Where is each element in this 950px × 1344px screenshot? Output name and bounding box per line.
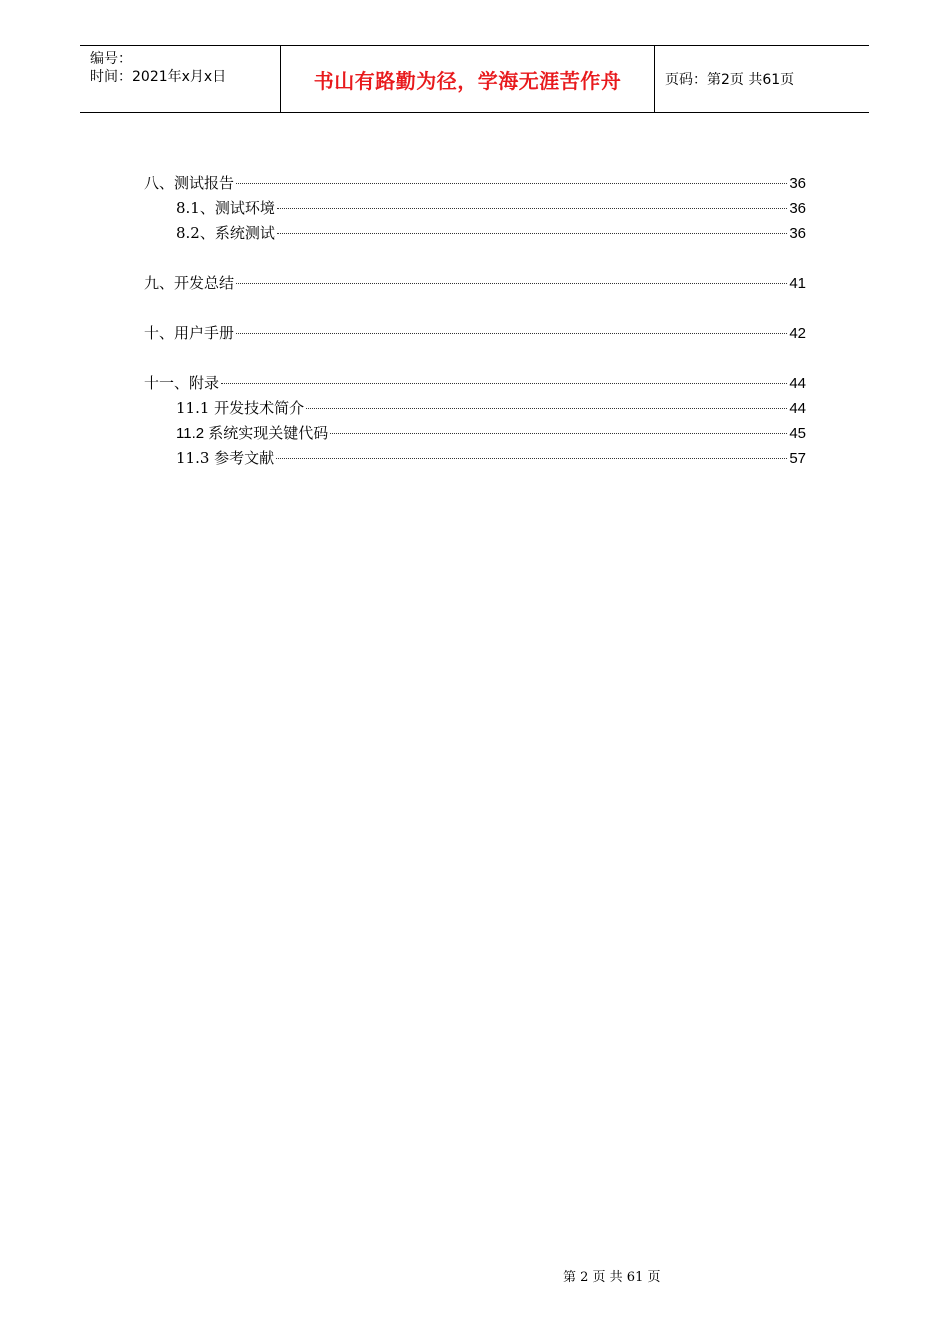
document-time-label: 时间：2021年x月x日 (90, 69, 227, 85)
header-motto: 书山有路勤为径，学海无涯苦作舟 (313, 68, 622, 93)
toc-entry-page: 57 (789, 450, 806, 467)
toc-entry-label: 11.1 开发技术简介 (176, 399, 305, 417)
toc-entry-label: 十一、附录 (144, 374, 220, 392)
toc-entry-label: 11.3 参考文献 (176, 449, 275, 467)
header-meta (80, 46, 281, 112)
toc-entry-label: 十、用户手册 (144, 324, 235, 342)
toc-dot-leader (276, 458, 787, 459)
document-number-label: 编号： (90, 51, 132, 67)
toc-dot-leader (330, 433, 787, 434)
toc-entry-label: 九、开发总结 (144, 274, 235, 292)
toc-entry-label: 8.2、系统测试 (176, 224, 275, 242)
toc-entry-11-2[interactable] (144, 421, 806, 446)
toc-dot-leader (236, 333, 787, 334)
toc-entry-label: 11.2 系统实现关键代码 (176, 425, 329, 442)
toc-dot-leader (277, 233, 787, 234)
toc-entry-page: 36 (789, 200, 806, 217)
toc-entry-page: 36 (789, 175, 806, 192)
toc-entry-page: 45 (789, 425, 806, 442)
header-page-info: 页码：第2页 共61页 (665, 72, 795, 88)
toc-entry-9[interactable] (144, 271, 806, 296)
toc-entry-8-2[interactable] (144, 221, 806, 246)
toc-dot-leader (236, 183, 787, 184)
header-page-info-cell (655, 46, 869, 112)
toc-entry-8-1[interactable] (144, 196, 806, 221)
toc-entry-11-3[interactable] (144, 446, 806, 471)
toc-entry-page: 36 (789, 225, 806, 242)
toc-entry-11-1[interactable] (144, 396, 806, 421)
toc-dot-leader (236, 283, 787, 284)
header-motto-cell (281, 46, 655, 112)
toc-entry-11[interactable] (144, 371, 806, 396)
toc-entry-label: 8.1、测试环境 (176, 199, 275, 217)
toc-entry-page: 42 (789, 325, 806, 342)
toc-dot-leader (221, 383, 787, 384)
toc-entry-8[interactable] (144, 171, 806, 196)
page-header (80, 45, 869, 113)
toc-entry-label: 八、测试报告 (144, 174, 235, 192)
toc-entry-page: 44 (789, 400, 806, 417)
toc-dot-leader (306, 408, 787, 409)
toc-dot-leader (277, 208, 787, 209)
page-footer: 第 2 页 共 61 页 (563, 1270, 661, 1285)
toc-entry-10[interactable] (144, 321, 806, 346)
toc-entry-page: 41 (789, 275, 806, 292)
table-of-contents (144, 171, 806, 471)
toc-entry-page: 44 (789, 375, 806, 392)
